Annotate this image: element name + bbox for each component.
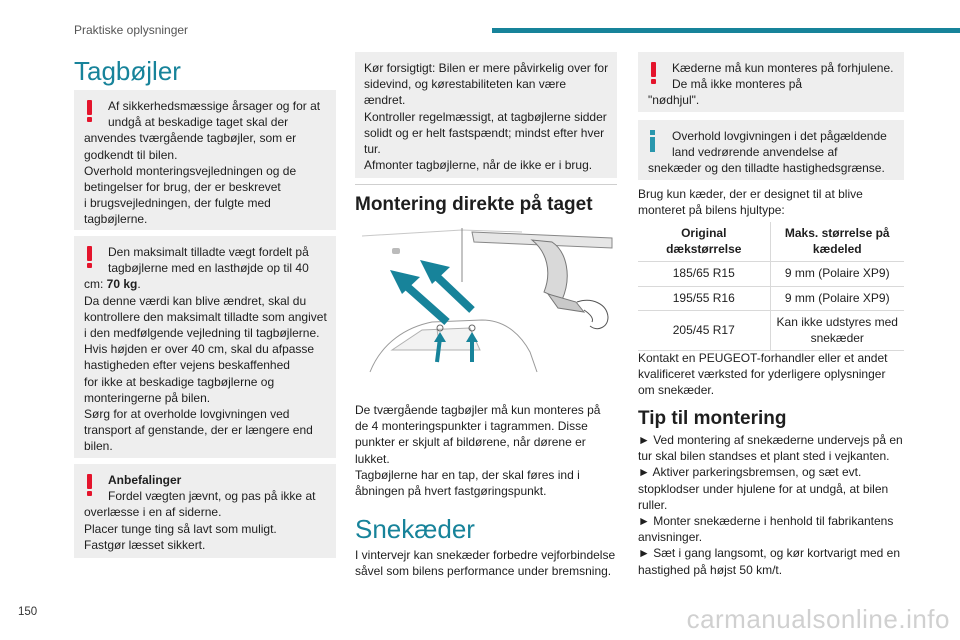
- warning-box-safety: Af sikkerhedsmæssige årsager og for at undgå at beskadige taget skal der anvendes tværgående tagbøjler, som er godkendt til bilen. Overhold monteringsvejledningen og de betingelser for brug, der er beskrevet i brugsvejledningen, der fulgte med tagbøjlerne.: [74, 90, 336, 230]
- table-row: 195/55 R16 9 mm (Polaire XP9): [638, 286, 904, 311]
- table-row: 185/65 R15 9 mm (Polaire XP9): [638, 262, 904, 287]
- mounting-tips-list: [638, 432, 904, 578]
- tip-item: ► Sæt i gang langsomt, og kør kortvarigt med en hastighed på højst 50 km/t.: [638, 546, 900, 577]
- tip-item: ► Monter snekæderne i henhold til fabrikantens anvisninger.: [638, 514, 894, 545]
- warning-icon: [87, 100, 93, 122]
- warning-box-front-wheels: Kæderne må kun monteres på forhjulene. De må ikke monteres på "nødhjul".: [638, 52, 904, 112]
- warning-box-max-weight: Den maksimalt tilladte vægt fordelt på tagbøjlerne med en lasthøjde op til 40 cm: 70 kg. Da denne værdi kan blive ændret, skal du kontrollere den maksimalt tilladte som angivet i den medfølgende vejledning til tagbøjlerne. Hvis højden er over 40 cm, skal du afpasse hastigheden efter vejens beskaffenhed for ikke at beskadige tagbøjlerne og monteringerne på bilen. Sørg for at overholde lovgivningen ved transport af genstande, der er længere end bilen.: [74, 236, 336, 458]
- info-box-legislation: Overhold lovgivningen i det pågældende land vedrørende anvendelse af snekæder og den tilladte hastighedsgrænse.: [638, 120, 904, 180]
- caution-box-driving: Kør forsigtigt: Bilen er mere påvirkelig over for sidevind, og kørestabiliteten kan være ændret. Kontroller regelmæssigt, at tagbøjlerne sidder solidt og er helt fastspændt; mindst efter hver tur. Afmonter tagbøjlerne, når de ikke er i brug.: [355, 52, 617, 178]
- roof-bars-title: Tagbøjler: [74, 56, 181, 86]
- warning-icon: [87, 474, 93, 496]
- table-header-tyre-size: Original dækstørrelse: [638, 222, 770, 262]
- contact-dealer-text: Kontakt en PEUGEOT-forhandler eller et andet kvalificeret værksted for yderligere oplysninger om snekæder.: [638, 351, 888, 398]
- roof-mount-diagram: [362, 222, 620, 390]
- roof-mount-illustration: [362, 222, 620, 390]
- warning-icon: [651, 62, 657, 84]
- snow-chain-size-table: [638, 222, 904, 351]
- snow-chains-intro: I vintervejr kan snekæder forbedre vejforbindelse såvel som bilens performance under bremsning.: [355, 548, 616, 579]
- watermark: carmanualsonline.info: [686, 604, 950, 634]
- mount-on-roof-title: Montering direkte på taget: [355, 194, 593, 215]
- page-number: 150: [18, 606, 38, 618]
- separator: [355, 184, 617, 185]
- mounting-tips-title: Tip til montering: [638, 408, 787, 429]
- info-icon: [650, 130, 656, 152]
- max-weight-value: 70 kg: [106, 277, 138, 292]
- warning-box-recommendations: Anbefalinger Fordel vægten jævnt, og pas på ikke at overlæsse i en af siderne. Placer tunge ting så lavt som muligt. Fastgør læsset sikkert.: [74, 464, 336, 558]
- table-header-max-link: Maks. størrelse på kædeled: [770, 222, 904, 262]
- warning-icon: [87, 246, 93, 268]
- tip-item: ► Aktiver parkeringsbremsen, og sæt evt. stopklodser under hjulene for at undgå, at bilen ruller.: [638, 465, 889, 512]
- tip-item: ► Ved montering af snekæderne undervejs på en tur skal bilen standses et plant sted i vejkanten.: [638, 433, 903, 464]
- snow-chains-title: Snekæder: [355, 514, 475, 544]
- table-row: 205/45 R17 Kan ikke udstyres med snekæder: [638, 311, 904, 351]
- mount-description: De tværgående tagbøjler må kun monteres på de 4 monteringspunkter i tagrammen. Disse punkter er skjult af bildørene, når dørene er lukket. Tagbøjlerne har en tap, der skal føres ind i åbningen på hvert fastgøringspunkt.: [355, 403, 601, 499]
- header-accent-bar: [492, 28, 960, 33]
- table-header-row: [638, 222, 904, 262]
- chains-type-intro: Brug kun kæder, der er designet til at blive monteret på bilens hjultype:: [638, 187, 863, 218]
- mount-point: [392, 248, 400, 254]
- section-header: Praktiske oplysninger: [74, 23, 189, 37]
